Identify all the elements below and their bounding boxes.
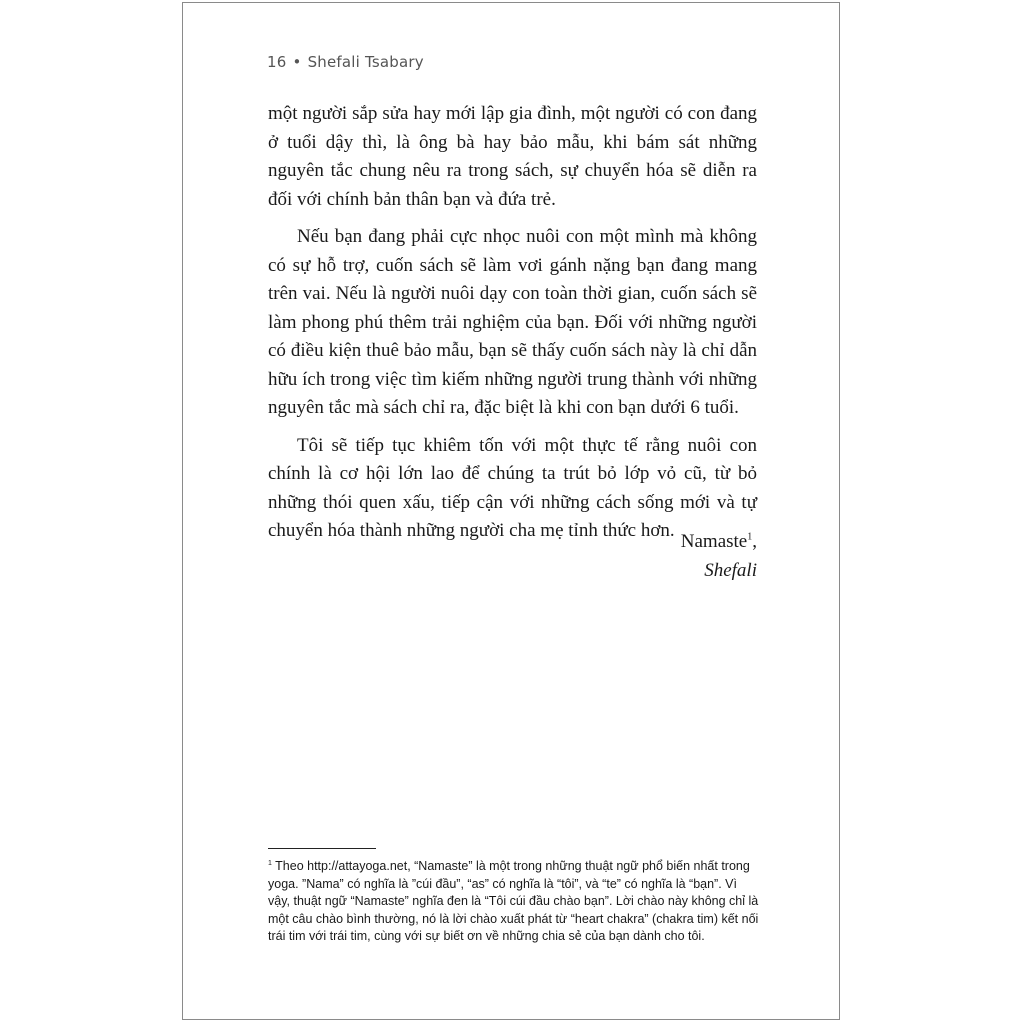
page-number: 16 — [267, 53, 287, 71]
header-separator: • — [292, 53, 302, 71]
signoff-greeting-line — [268, 528, 757, 557]
signoff-name: Shefali — [704, 559, 757, 581]
running-header — [267, 53, 424, 71]
footnote-marker: 1 — [268, 859, 272, 867]
signoff — [268, 528, 757, 585]
header-author: Shefali Tsabary — [307, 53, 424, 71]
footnote-divider — [268, 848, 376, 849]
paragraph-1: một người sắp sửa hay mới lập gia đình, một người có con đang ở tuổi dậy thì, là ông bà hay bảo mẫu, khi bám sát những nguyên tắc chung nêu ra trong sách, sự chuyển hóa sẽ diễn ra đối với chính bản thân bạn và đứa trẻ. — [268, 103, 757, 210]
body-text — [268, 100, 757, 555]
footnote — [268, 858, 760, 946]
footnote-text: Theo http://attayoga.net, “Namaste” là một trong những thuật ngữ phổ biến nhất trong yoga. ”Nama” có nghĩa là ”cúi đầu”, “as” có nghĩa là “tôi”, và “te” có nghĩa là “bạn”. Vì vậy, thuật ngữ “Namaste” nghĩa đen là “Tôi cúi đầu chào bạn”. Lời chào này không chỉ là một câu chào bình thường, nó là lời chào xuất phát từ “heart chakra” (chakra tim) kết nối trái tim với trái tim, cùng với sự biết ơn về những chia sẻ của bạn dành cho tôi. — [268, 859, 759, 943]
footnote-reference: 1 — [747, 531, 753, 543]
signoff-greeting: Namaste — [680, 531, 748, 552]
paragraph-3: Tôi sẽ tiếp tục khiêm tốn với một thực tế rằng nuôi con chính là cơ hội lớn lao để chúng ta trút bỏ lớp vỏ cũ, từ bỏ những thói quen xấu, tiếp cận với những cách sống mới và tự chuyển hóa thành những người cha mẹ tỉnh thức hơn. — [268, 434, 757, 541]
paragraph-2: Nếu bạn đang phải cực nhọc nuôi con một mình mà không có sự hỗ trợ, cuốn sách sẽ làm vơi gánh nặng bạn đang mang trên vai. Nếu là người nuôi dạy con toàn thời gian, cuốn sách sẽ làm phong phú thêm trải nghiệm của bạn. Đối với những người có điều kiện thuê bảo mẫu, bạn sẽ thấy cuốn sách này là chỉ dẫn hữu ích trong việc tìm kiếm những người trung thành với những nguyên tắc mà sách chỉ ra, đặc biệt là khi con bạn dưới 6 tuổi. — [268, 226, 757, 418]
signoff-comma: , — [752, 531, 757, 552]
